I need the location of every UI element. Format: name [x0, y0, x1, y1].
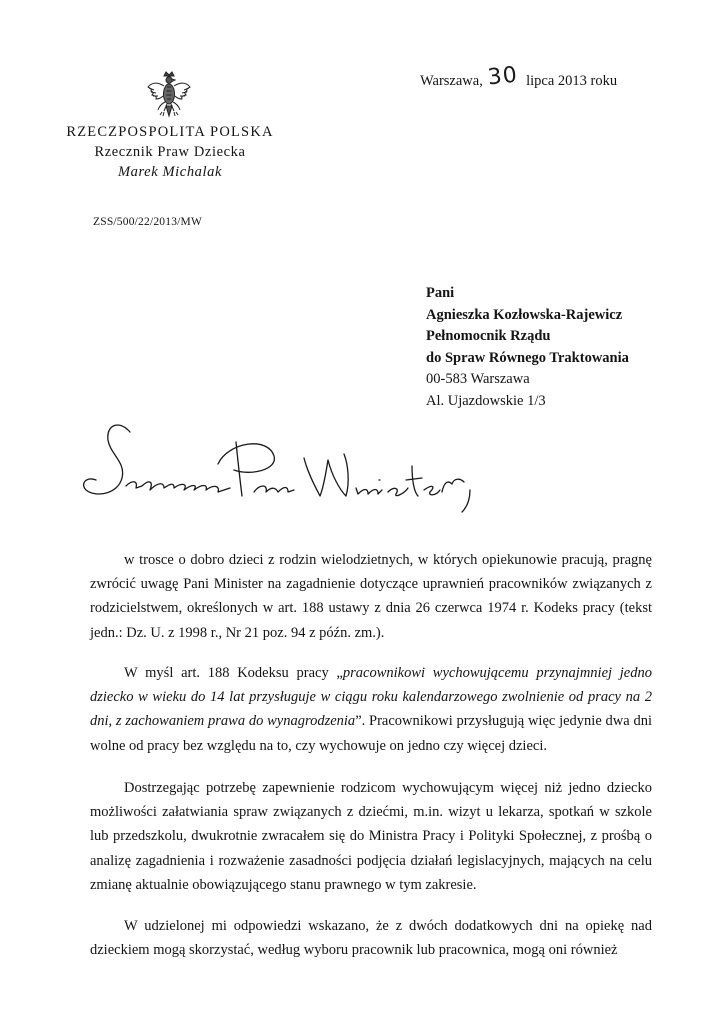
- recipient-position-line-1: Pełnomocnik Rządu: [426, 328, 551, 344]
- recipient-postal-city: 00-583 Warszawa: [426, 371, 530, 387]
- body-paragraph-4: [90, 914, 652, 962]
- recipient-street: Al. Ujazdowskie 1/3: [426, 392, 546, 409]
- paragraph-1-text: w trosce o dobro dzieci z rodzin wielodzietnych, w których opiekunowie pracują, pragnę zwrócić uwagę Pani Minister na zagadnienie dotyczące uprawnień pracowników związanych z rodzicielstwem, określonych w art. 188 ustawy z dnia 26 czerwca 1974 r. Kodeks pracy (tekst jedn.: Dz. U. z 1998 r., Nr 21 poz. 94 z późn. zm.).: [90, 552, 652, 641]
- body-paragraph-3: [90, 776, 652, 897]
- recipient-block: [426, 283, 629, 412]
- sender-organization: RZECZPOSPOLITA POLSKA: [66, 124, 274, 140]
- sender-block: [40, 122, 300, 182]
- paragraph-2-start: W myśl art. 188 Kodeksu pracy „: [124, 665, 343, 681]
- paragraph-2-end: ”. Pracownikowi przysługują więc jedynie dwa dni wolne od pracy bez względu na to, czy wychowuje on jedno czy więcej dzieci.: [90, 713, 652, 754]
- dateline: [420, 62, 618, 91]
- recipient-name: Agnieszka Kozłowska-Rajewicz: [426, 306, 623, 323]
- body-paragraph-2: [90, 661, 652, 758]
- paragraph-2-quote: pracownikowi wychowującemu przynajmniej jedno dziecko w wieku do 14 lat przysługuje w ciągu roku kalendarzowego zwolnienie od pracy na 2 dni, z zachowaniem prawa do wynagrodzenia: [90, 665, 652, 730]
- dateline-place: Warszawa,: [420, 73, 483, 89]
- paragraph-4-text: W udzielonej mi odpowiedzi wskazano, że z dwóch dodatkowych dni na opiekę nad dzieckiem mogą skorzystać, według wyboru pracownik lub pracownica, mogą oni również: [90, 918, 652, 959]
- recipient-position-line-2: do Spraw Równego Traktowania: [426, 349, 629, 366]
- sender-name: Marek Michalak: [117, 164, 223, 180]
- reference-number: ZSS/500/22/2013/MW: [93, 216, 203, 228]
- handwritten-salutation: [78, 418, 478, 523]
- dateline-day-handwritten: 30: [487, 62, 520, 91]
- polish-eagle-emblem-icon: [146, 70, 192, 120]
- paragraph-3-text: Dostrzegając potrzebę zapewnienie rodzicom wychowującym więcej niż jedno dziecko możliwości załatwiania spraw związanych z dziećmi, m.in. wizyt u lekarza, spotkań w szkole lub przedszkolu, dwukrotnie zwracałem się do Ministra Pracy i Polityki Społecznej, z prośbą o analizę zagadnienia i rozważenie zasadności podjęcia działań legislacyjnych, mających na celu zmianę aktualnie obowiązującego stanu prawnego w tym zakresie.: [90, 780, 652, 893]
- recipient-title: Pani: [426, 285, 455, 301]
- body-paragraph-1: [90, 548, 652, 645]
- dateline-month-year: lipca 2013 roku: [526, 73, 618, 89]
- sender-office: Rzecznik Praw Dziecka: [94, 144, 246, 160]
